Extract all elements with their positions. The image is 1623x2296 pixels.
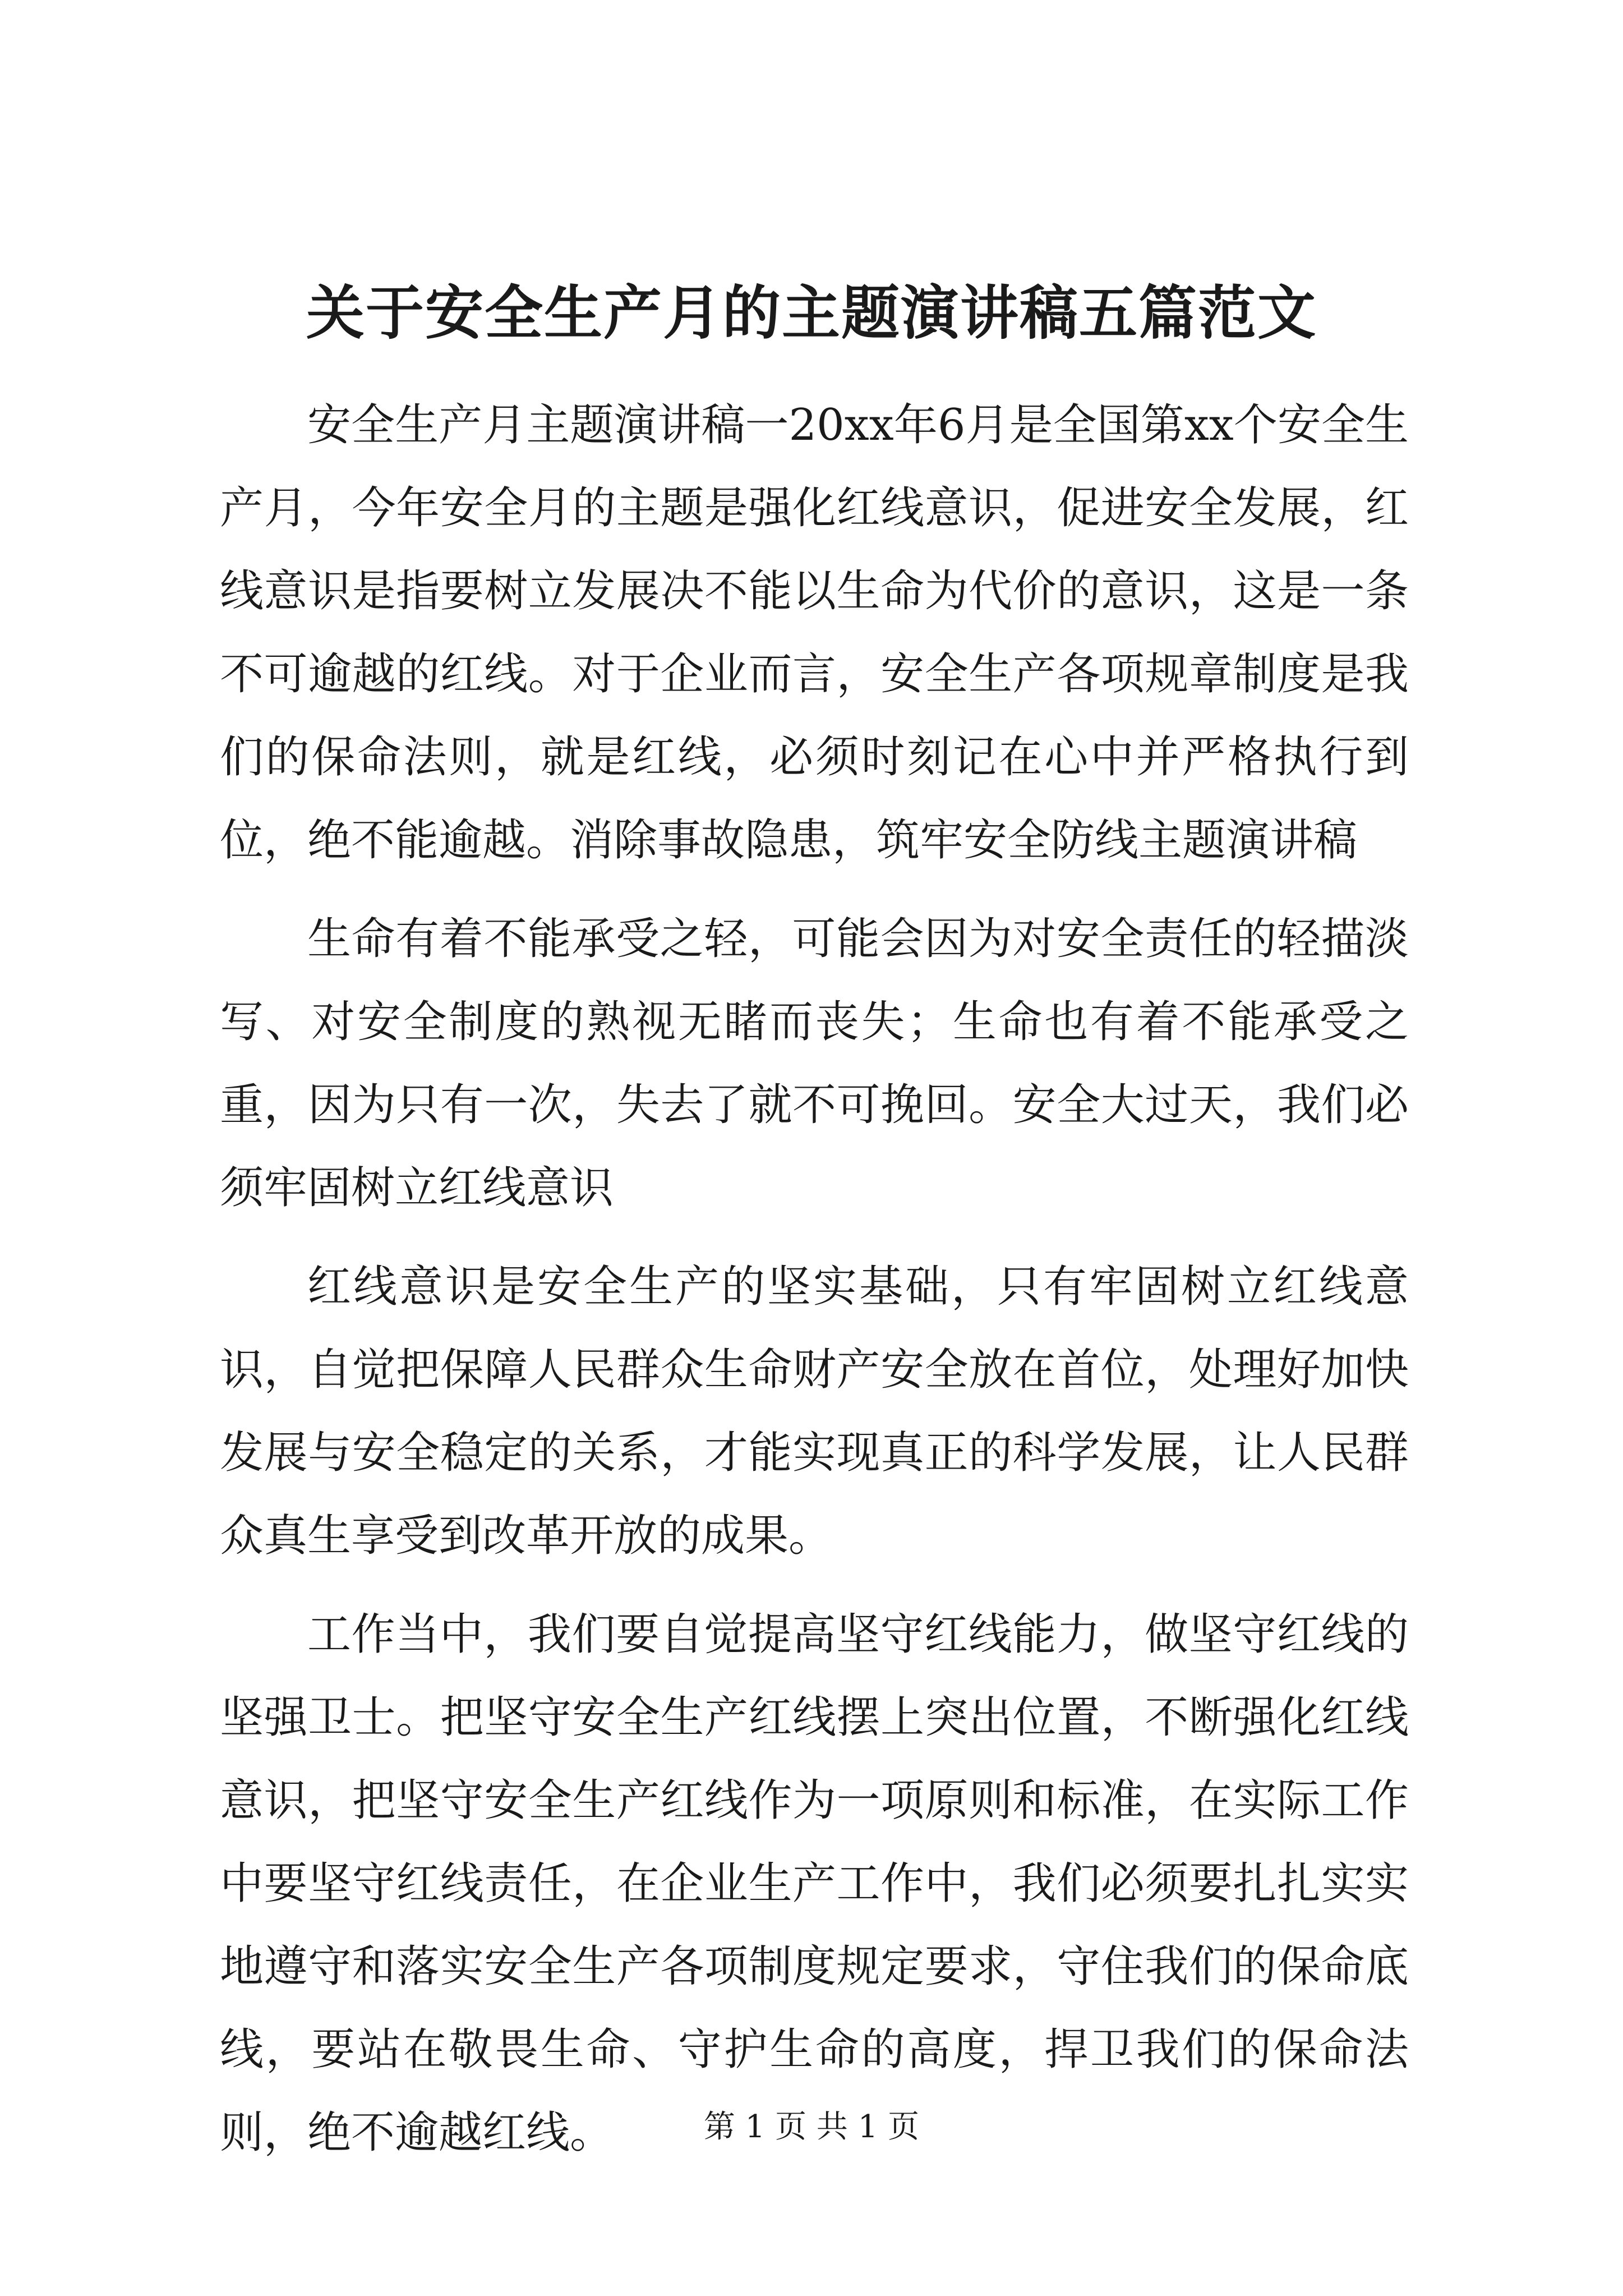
paragraph-1: 安全生产月主题演讲稿一20xx年6月是全国第xx个安全生产月，今年安全月的主题是强化红线意识，促进安全发展，红线意识是指要树立发展决不能以生命为代价的意识，这是一条不可逾越的红线。对于企业而言，安全生产各项规章制度是我们的保命法则，就是红线，必须时刻记在心中并严格执行到位，绝不能逾越。消除事故隐患，筑牢安全防线主题演讲稿 <box>220 400 1409 866</box>
paragraph-4: 工作当中，我们要自觉提高坚守红线能力，做坚守红线的坚强卫士。把坚守安全生产红线摆上突出位置，不断强化红线意识，把坚守安全生产红线作为一项原则和标准，在实际工作中要坚守红线责任，在企业生产工作中，我们必须要扎扎实实地遵守和落实安全生产各项制度规定要求，守住我们的保命底线，要站在敬畏生命、守护生命的高度，捍卫我们的保命法则，绝不逾越红线。 <box>220 1609 1409 2158</box>
document-title: 关于安全生产月的主题演讲稿五篇范文 <box>306 278 1317 347</box>
page-number: 第 1 页 共 1 页 <box>703 2109 920 2145</box>
page-footer <box>0 2105 1623 2150</box>
paragraph-2: 生命有着不能承受之轻，可能会因为对安全责任的轻描淡写、对安全制度的熟视无睹而丧失；生命也有着不能承受之重，因为只有一次，失去了就不可挽回。安全大过天，我们必须牢固树立红线意识 <box>220 914 1409 1213</box>
paragraph-3: 红线意识是安全生产的坚实基础，只有牢固树立红线意识，自觉把保障人民群众生命财产安全放在首位，处理好加快发展与安全稳定的关系，才能实现真正的科学发展，让人民群众真生享受到改革开放的成果。 <box>220 1262 1409 1561</box>
document-body <box>220 384 1409 2174</box>
